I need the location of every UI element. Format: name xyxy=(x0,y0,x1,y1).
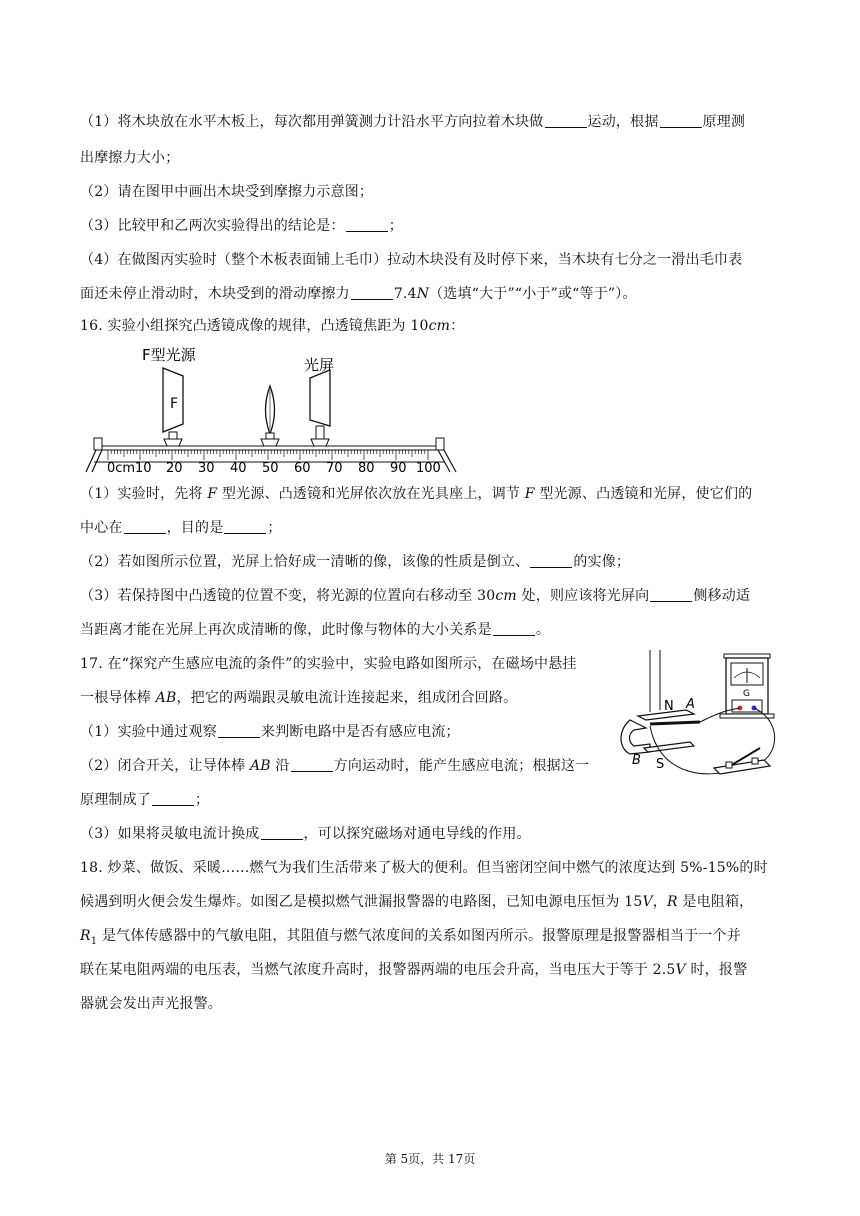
scale-label: 50 xyxy=(262,461,279,476)
q18-line2 xyxy=(80,892,753,912)
q17-part2-line1 xyxy=(80,756,620,776)
q16-p3-text: 当距离才能在光屏上再次成清晰的像，此时像与物体的大小关系是 xyxy=(80,622,492,638)
south-label: S xyxy=(656,757,665,772)
q18-text: 联在某电阻两端的电压表，当燃气浓度升高时，报警器两端的电压会升高，当电压大于等于 2.5 xyxy=(80,962,676,978)
q16-stem-text: ： xyxy=(450,318,465,334)
symbol-r1: R xyxy=(80,928,91,944)
answer-blank xyxy=(124,519,166,534)
q16-part3-line2 xyxy=(80,620,550,640)
bench-leg xyxy=(86,450,102,472)
q18-text: 是气体传感器中的气敏电阻，其阻值与燃气浓度间的关系如图丙所示。报警原理是报警器相当于一个并 xyxy=(97,928,741,944)
q16-part2 xyxy=(80,552,630,572)
q16-p3-text: 。 xyxy=(535,622,551,638)
q16-p1-text: 型光源、凸透镜和光屏，使它们的 xyxy=(534,486,753,502)
north-label: N xyxy=(664,699,674,714)
q16-p1-text: F xyxy=(524,486,535,502)
q18-line4 xyxy=(80,960,747,980)
q18-text: 时，报警 xyxy=(685,962,748,978)
q17-p3-text: （3）如果将灵敏电流计换成 xyxy=(80,826,260,842)
q18-line5 xyxy=(80,994,222,1014)
q16-p1-text: F xyxy=(207,486,218,502)
q15-p4-text: （选填“大于”“小于”或“等于”）。 xyxy=(429,286,637,302)
answer-blank xyxy=(530,553,572,568)
q17-stem-text: AB xyxy=(155,690,177,706)
q15-p4-text: 7.4 xyxy=(393,286,417,302)
q17-stem-text: ，把它的两端跟灵敏电流计连接起来，组成闭合回路。 xyxy=(176,690,518,706)
terminal-a-label: A xyxy=(686,697,695,712)
q18-text: 候遇到明火便会发生爆炸。如图乙是模拟燃气泄漏报警器的电路图，已知电源电压恒为 15 xyxy=(80,894,643,910)
scale-label: 60 xyxy=(294,461,311,476)
conductor-rod-ab xyxy=(650,722,700,724)
q17-p2-text: 原理制成了 xyxy=(80,792,151,808)
holder xyxy=(169,432,177,439)
q18-text: 18. 炒菜、做饭、采暖……燃气为我们生活带来了极大的便利。但当密闭空间中燃气的浓度达到 5%-15%的时 xyxy=(80,860,768,876)
q15-p1-text: 原理测 xyxy=(702,114,746,130)
unit-cm: cm xyxy=(428,318,451,334)
answer-blank xyxy=(291,757,333,772)
q17-p2-text: （2）闭合开关，让导体棒 xyxy=(80,758,250,774)
answer-blank xyxy=(261,825,303,840)
page-footer: 第 5页，共 17页 xyxy=(384,1152,476,1166)
scale-label: 90 xyxy=(390,461,407,476)
answer-blank xyxy=(218,723,260,738)
q15-p4-text: （4）在做图丙实验时（整个木板表面铺上毛巾）拉动木块没有及时停下来，当木块有七分之一滑出毛巾表 xyxy=(80,252,743,268)
answer-blank xyxy=(545,113,587,128)
q18-text: ， xyxy=(652,894,667,910)
terminal-b-label: B xyxy=(632,753,641,768)
holder xyxy=(316,426,324,439)
q17-p1-text: 来判断电路中是否有感应电流； xyxy=(260,724,460,740)
q15-part1-line1 xyxy=(80,112,745,132)
bench-rail xyxy=(94,446,444,450)
q17-stem-line2 xyxy=(80,688,620,708)
q15-p4-text: 面还未停止滑动时，木块受到的滑动摩擦力 xyxy=(80,286,350,302)
q15-part1-line2 xyxy=(80,148,179,168)
holder xyxy=(311,439,329,446)
scale-label: 100 xyxy=(416,461,441,476)
q17-p2-text: ； xyxy=(195,792,210,808)
answer-blank xyxy=(152,791,194,806)
q15-part4-line1 xyxy=(80,250,742,270)
scale-label: 20 xyxy=(166,461,183,476)
q17-stem-text: 17. 在“探究产生感应电流的条件”的实验中，实验电路如图所示，在磁场中悬挂 xyxy=(80,656,577,672)
q16-p3-text: 处，则应该将光屏向 xyxy=(516,588,650,604)
bench-stand-right xyxy=(436,438,444,450)
q17-stem-text: 一根导体棒 xyxy=(80,690,156,706)
scale-label: 10 xyxy=(135,461,152,476)
q17-p3-text: ，可以探究磁场对通电导线的作用。 xyxy=(303,826,531,842)
answer-blank xyxy=(493,621,535,636)
q15-part2 xyxy=(80,182,373,202)
scale-ticks xyxy=(108,450,428,460)
scale-label: 40 xyxy=(230,461,247,476)
q15-p3-text: ； xyxy=(388,218,403,234)
answer-blank xyxy=(650,587,692,602)
q15-p1-text: 运动，根据 xyxy=(587,114,659,130)
q16-p1-text: （1）实验时，先将 xyxy=(80,486,208,502)
switch-contact xyxy=(726,762,732,768)
switch-base xyxy=(714,760,770,774)
q16-part1-line2 xyxy=(80,518,282,538)
answer-blank xyxy=(660,113,702,128)
q16-p1-text: ，目的是 xyxy=(166,520,224,536)
symbol-r: R xyxy=(666,894,678,910)
q15-part4-line2 xyxy=(80,284,637,304)
answer-blank xyxy=(346,217,388,232)
screen-label: 光屏 xyxy=(304,356,335,374)
q16-stem xyxy=(80,316,464,336)
q16-p3-text: （3）若保持图中凸透镜的位置不变，将光源的位置向右移动至 30 xyxy=(80,588,496,604)
unit-volt: V xyxy=(675,962,686,978)
q16-p1-text: 中心在 xyxy=(80,520,123,536)
answer-blank xyxy=(224,519,266,534)
q17-stem-line1 xyxy=(80,654,620,674)
scale-label: 0cm xyxy=(107,461,136,476)
answer-blank xyxy=(351,285,393,300)
q16-p1-text: 型光源、凸透镜和光屏依次放在光具座上，调节 xyxy=(217,486,525,502)
q17-part2-line2 xyxy=(80,790,620,810)
q17-part1 xyxy=(80,722,620,742)
q18-text: 器就会发出声光报警。 xyxy=(80,996,222,1012)
q16-p2-text: （2）若如图所示位置，光屏上恰好成一清晰的像，该像的性质是倒立、 xyxy=(80,554,530,570)
light-source-label: F型光源 xyxy=(142,346,196,364)
unit-volt: V xyxy=(642,894,653,910)
q17-p2-text: 方向运动时，能产生感应电流；根据这一 xyxy=(333,758,590,774)
magnet-south-pole xyxy=(644,742,694,752)
holder xyxy=(261,439,279,446)
q15-p3-text: （3）比较甲和乙两次实验得出的结论是： xyxy=(80,218,345,234)
q17-p2-text: 沿 xyxy=(270,758,290,774)
optical-bench-figure xyxy=(80,340,460,476)
switch-contact xyxy=(752,758,758,764)
scale-label: 70 xyxy=(326,461,343,476)
q16-part1-line1 xyxy=(80,484,752,504)
scale-label: 80 xyxy=(358,461,375,476)
q18-text: 是电阻箱， xyxy=(677,894,754,910)
q17-p1-text: （1）实验中通过观察 xyxy=(80,724,217,740)
symbol-subscript: 1 xyxy=(90,935,98,947)
bench-stand-left xyxy=(94,438,102,450)
scale-label: 30 xyxy=(198,461,215,476)
q16-p3-text: 侧移动适 xyxy=(693,588,751,604)
q15-part3 xyxy=(80,216,403,236)
q16-part3-line1 xyxy=(80,586,750,606)
q15-p1-text: （1）将木块放在水平木板上，每次都用弹簧测力计沿水平方向拉着木块做 xyxy=(80,114,544,130)
q18-line3 xyxy=(80,926,741,952)
q18-line1 xyxy=(80,858,768,878)
q16-p1-text: ； xyxy=(267,520,282,536)
q17-part3 xyxy=(80,824,531,844)
holder xyxy=(266,433,274,439)
q15-p1-text: 出摩擦力大小； xyxy=(80,150,180,166)
q16-p2-text: 的实像； xyxy=(573,554,631,570)
unit-cm: cm xyxy=(495,588,517,604)
q16-stem-text: 16. 实验小组探究凸透镜成像的规律，凸透镜焦距为 10 xyxy=(80,318,429,334)
induction-circuit-figure xyxy=(620,650,786,800)
light-screen xyxy=(310,370,330,426)
unit-newton: N xyxy=(416,286,430,302)
holder xyxy=(164,439,182,446)
q15-p2-text: （2）请在图甲中画出木块受到摩擦力示意图； xyxy=(80,184,374,200)
q17-p2-text: AB xyxy=(249,758,271,774)
galvanometer-letter: G xyxy=(743,689,750,699)
light-source-letter: F xyxy=(170,396,179,412)
